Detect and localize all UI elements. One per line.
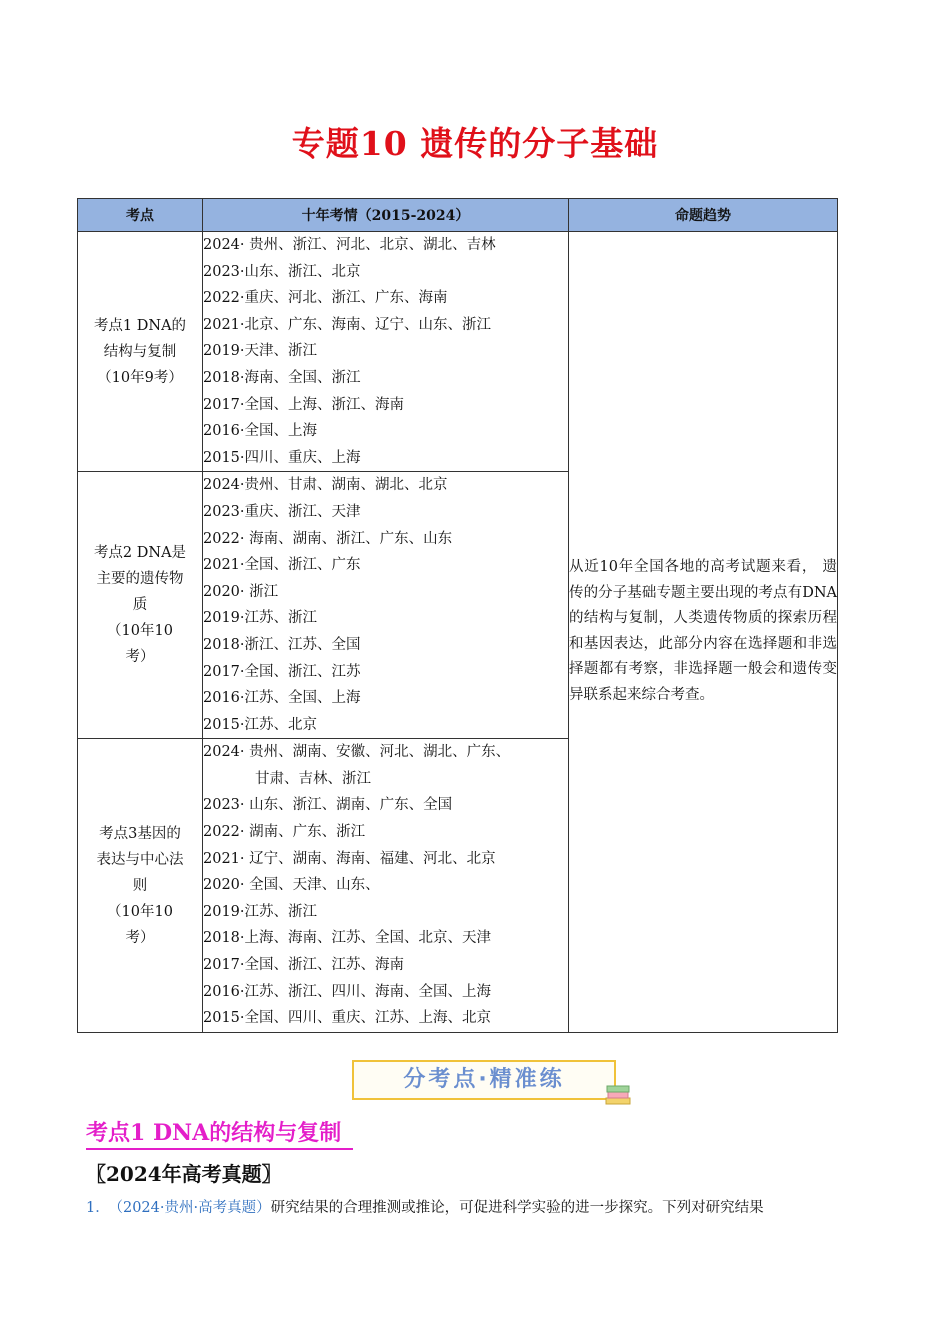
table-row <box>78 232 838 472</box>
year-line: 2023· 山东、浙江、湖南、广东、全国 <box>203 797 453 814</box>
year-line: 2018·上海、海南、江苏、全国、北京、天津 <box>203 930 492 947</box>
year-line: 2023·山东、浙江、北京 <box>203 263 361 280</box>
question-item <box>86 1196 866 1217</box>
year-line: 2017·全国、上海、浙江、海南 <box>203 396 405 413</box>
topic-line: 考点3基因的 <box>99 825 181 842</box>
year-line: 2019·江苏、浙江 <box>203 903 318 920</box>
year-line: 2021·全国、浙江、广东 <box>203 557 361 574</box>
year-line: 2015·全国、四川、重庆、江苏、上海、北京 <box>203 1010 492 1027</box>
topic-cell <box>78 739 203 1033</box>
year-line: 2024· 贵州、浙江、河北、北京、湖北、吉林 <box>203 237 496 253</box>
year-line: 2021·北京、广东、海南、辽宁、山东、浙江 <box>203 316 492 333</box>
topic-line: （10年10 <box>107 903 173 920</box>
year-line: 2016·江苏、浙江、四川、海南、全国、上海 <box>203 983 492 1000</box>
table-header-row <box>78 199 838 232</box>
year-line: 2019·天津、浙江 <box>203 343 318 360</box>
subsection-title: 〖2024年高考真题〗 <box>86 1162 282 1186</box>
topic-cell <box>78 472 203 739</box>
topic-line: 考点2 DNA是 <box>93 545 187 562</box>
trend-cell: 从近10年全国各地的高考试题来看， 遗传的分子基础专题主要出现的考点有DNA的结构与复制，人类遗传物质的探索历程和基因表达，此部分内容在选择题和非选择题都有考察，非选择题一般会和遗传变异联系起来综合考查。 <box>569 232 838 1033</box>
header-years: 十年考情（2015-2024） <box>203 199 569 232</box>
year-line: 2015·四川、重庆、上海 <box>203 449 361 466</box>
question-number: 1． <box>86 1200 110 1216</box>
topic-cell <box>78 232 203 472</box>
year-line: 2024·贵州、甘肃、湖南、湖北、北京 <box>203 477 448 494</box>
year-line: 2015·江苏、北京 <box>203 716 318 733</box>
year-line: 2018·海南、全国、浙江 <box>203 369 361 386</box>
year-line: 2018·浙江、江苏、全国 <box>203 636 361 653</box>
year-line: 2024· 贵州、湖南、安徽、河北、湖北、广东、 <box>203 744 511 761</box>
topic-line: 结构与复制 <box>103 343 177 360</box>
practice-banner: 分考点·精准练 <box>352 1060 616 1100</box>
topic-line: 质 <box>132 597 148 614</box>
topic-line: 考） <box>125 649 155 666</box>
year-line: 2022·重庆、河北、浙江、广东、海南 <box>203 290 448 307</box>
year-line: 2019·江苏、浙江 <box>203 610 318 627</box>
years-cell <box>203 472 569 739</box>
topic-line: 主要的遗传物 <box>96 571 184 588</box>
page-title: 专题10 遗传的分子基础 <box>291 124 659 163</box>
year-line: 2023·重庆、浙江、天津 <box>203 503 361 520</box>
question-source: （2024·贵州·高考真题） <box>115 1200 271 1216</box>
year-line: 2016·江苏、全国、上海 <box>203 690 361 707</box>
topic-line: 考点1 DNA的 <box>93 317 187 334</box>
year-line: 2017·全国、浙江、江苏 <box>203 663 361 680</box>
year-line: 甘肃、吉林、浙江 <box>255 770 371 787</box>
year-line: 2017·全国、浙江、江苏、海南 <box>203 957 405 974</box>
year-line: 2021· 辽宁、湖南、海南、福建、河北、北京 <box>203 850 496 867</box>
years-cell <box>203 232 569 472</box>
year-line: 2022· 海南、湖南、浙江、广东、山东 <box>203 530 453 547</box>
topic-line: （10年9考） <box>97 369 183 386</box>
exam-summary-table <box>77 198 838 1033</box>
years-cell <box>203 739 569 1033</box>
question-text: 研究结果的合理推测或推论，可促进科学实验的进一步探究。下列对研究结果 <box>270 1200 764 1216</box>
year-line: 2016·全国、上海 <box>203 423 318 440</box>
year-line: 2020· 浙江 <box>203 583 279 600</box>
header-trend: 命题趋势 <box>569 199 838 232</box>
year-line: 2020· 全国、天津、山东、 <box>203 877 380 894</box>
topic-line: （10年10 <box>107 623 173 640</box>
year-line: 2022· 湖南、广东、浙江 <box>203 824 366 841</box>
books-icon <box>604 1082 632 1108</box>
topic-line: 考） <box>125 929 155 946</box>
section-title: 考点1 DNA的结构与复制 <box>86 1118 353 1150</box>
topic-line: 则 <box>132 877 148 894</box>
topic-line: 表达与中心法 <box>96 851 184 868</box>
header-topic: 考点 <box>78 199 203 232</box>
